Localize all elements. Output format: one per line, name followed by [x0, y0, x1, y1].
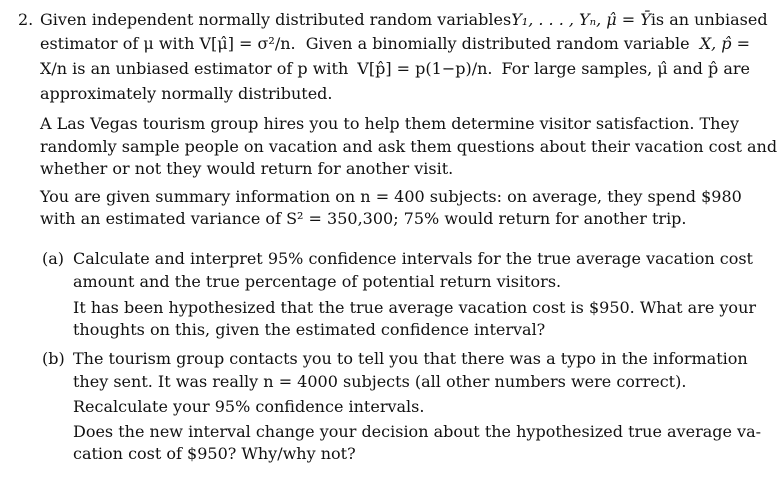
intro-math: V[p̂] = p(1−p)/n. — [357, 59, 493, 78]
intro-math: X, p̂ = — [699, 34, 750, 53]
part-b-line: Does the new interval change your decision about the hypothesized true average va- — [73, 422, 762, 441]
intro-text: For large samples, μ̂ and p̂ are — [501, 59, 750, 78]
intro-line-2 — [40, 33, 750, 56]
paragraph-line: You are given summary information on n = 400 subjects: on average, they spend $980 — [40, 187, 742, 206]
part-b-label: (b) — [42, 349, 65, 368]
intro-text: estimator of μ with V[μ̂] = σ²/n. — [40, 34, 296, 53]
intro-text: X/n is an unbiased estimator of p with — [40, 59, 349, 78]
part-a-line: thoughts on this, given the estimated confidence interval? — [73, 320, 546, 339]
part-a-line: Calculate and interpret 95% confidence intervals for the true average vacation cost — [73, 249, 753, 268]
part-b-line: cation cost of $950? Why/why not? — [73, 444, 356, 463]
paragraph-line: whether or not they would return for another visit. — [40, 159, 454, 178]
part-b-line: Recalculate your 95% confidence intervals. — [73, 397, 425, 416]
intro-text: Given a binomially distributed random variable — [305, 34, 690, 53]
paragraph-line: randomly sample people on vacation and ask them questions about their vacation cost and — [40, 137, 778, 156]
intro-line-1 — [40, 9, 768, 32]
part-b-line: they sent. It was really n = 4000 subjects (all other numbers were correct). — [73, 372, 687, 391]
part-b-line: The tourism group contacts you to tell you that there was a typo in the information — [73, 349, 748, 368]
paragraph-line: with an estimated variance of S² = 350,300; 75% would return for another trip. — [40, 209, 687, 228]
intro-line-3 — [40, 58, 750, 81]
intro-line-4: approximately normally distributed. — [40, 84, 333, 103]
problem-number: 2. — [18, 10, 34, 29]
part-a-line: It has been hypothesized that the true average vacation cost is $950. What are your — [73, 298, 757, 317]
paragraph-line: A Las Vegas tourism group hires you to help them determine visitor satisfaction. They — [40, 114, 739, 133]
intro-text: Given independent normally distributed random variables — [40, 10, 512, 29]
intro-text: is an unbiased — [650, 10, 768, 29]
part-a-label: (a) — [42, 249, 65, 268]
intro-math: Y₁, . . . , Yₙ, μ̂ = Ȳ — [511, 10, 651, 29]
part-a-line: amount and the true percentage of potential return visitors. — [73, 272, 562, 291]
